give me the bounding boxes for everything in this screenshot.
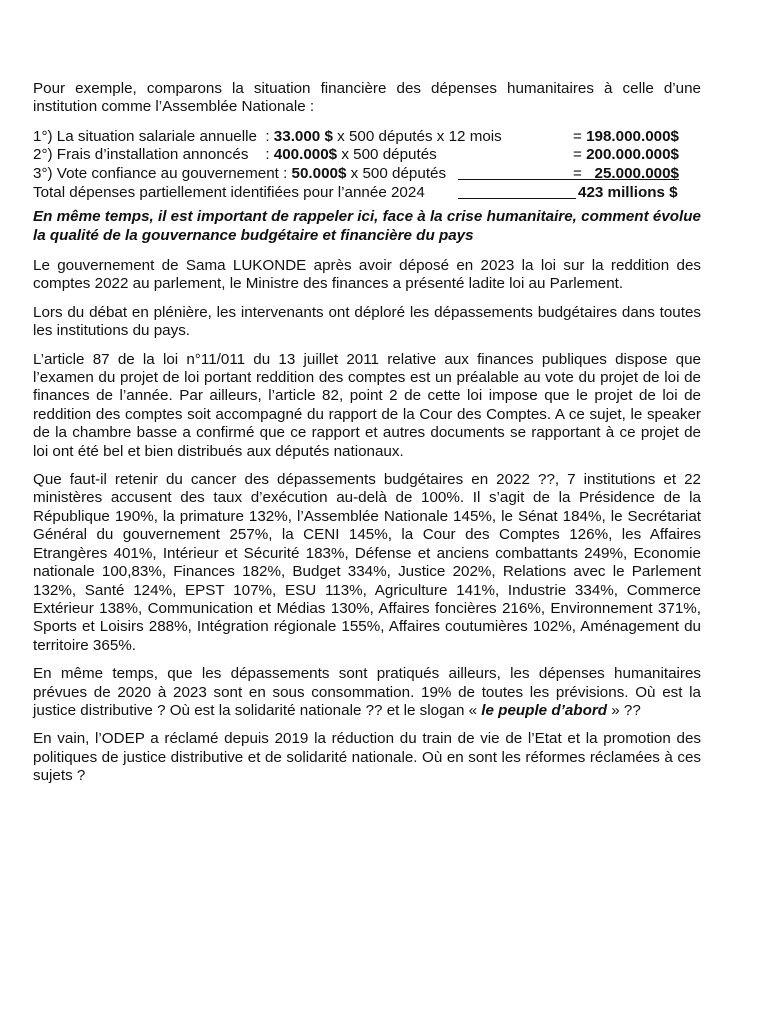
calc-row-confidence-vote (33, 165, 701, 184)
calc-row-label: 2°) Frais d’installation annoncés : (33, 146, 274, 164)
document-page (33, 80, 701, 796)
calc-row-detail: x 500 députés (346, 165, 447, 182)
calc-row-total (33, 184, 701, 203)
calc-row-equals: = (573, 165, 595, 182)
calc-row-installation (33, 146, 701, 165)
calc-total-result: 423 millions $ (578, 183, 678, 201)
slogan: le peuple d’abord (481, 701, 608, 719)
paragraph-overspending: Que faut-il retenir du cancer des dépassements budgétaires en 2022 ??, 7 institutions et 22 ministères accusent des taux d’exécution au-delà de 100%. Il s’agit de la Présidence de la République 190%, la primature 132%, l’Assemblée Nationale 145%, le Sénat 184%, le Secrétariat Général du gouvernement 257%, la CENI 145%, la Cour des Comptes 126%, les Affaires Etrangères 401%, Intérieur et Sécurité 183%, Défense et anciens combattants 249%, Economie nationale 100,83%, Finances 182%, Budget 334%, Justice 202%, Relations avec le Parlement 132%, Santé 124%, EPST 107%, ESU 113%, Agriculture 141%, Industrie 334%, Commerce Extérieur 138%, Communication et Médias 130%, Affaires foncières 216%, Environnement 371%, Sports et Loisirs 288%, Intégration régionale 155%, Affaires coutumières 102%, Aménagement du territoire 365%. (33, 471, 701, 654)
underline-blank (458, 184, 576, 199)
calc-row-label: 3°) Vote confiance au gouvernement : (33, 165, 292, 182)
paragraph-odep: En vain, l’ODEP a réclamé depuis 2019 la réduction du train de vie de l’Etat et la promotion des politiques de justice distributive et de solidarité nationale. Où en sont les réformes réclamées à ces sujets ? (33, 730, 701, 785)
expense-calculation (33, 128, 701, 202)
calc-row-equals: = (573, 127, 587, 145)
paragraph-government: Le gouvernement de Sama LUKONDE après avoir déposé en 2023 la loi sur la reddition des comptes 2022 au parlement, le Ministre des finances a présenté ladite loi au Parlement. (33, 257, 701, 293)
calc-row-label: 1°) La situation salariale annuelle : (33, 127, 274, 145)
calc-row-result: 198.000.000$ (586, 127, 679, 145)
calc-row-salary (33, 128, 701, 147)
intro-paragraph: Pour exemple, comparons la situation financière des dépenses humanitaires à celle d’une institution comme l’Assemblée Nationale : (33, 80, 701, 116)
calc-total-label: Total dépenses partiellement identifiées pour l’année 2024 (33, 183, 425, 201)
calc-row-amount: 50.000$ (291, 165, 347, 182)
emphasis-statement: En même temps, il est important de rappeler ici, face à la crise humanitaire, comment évolue la qualité de la gouvernance budgétaire et financière du pays (33, 208, 701, 244)
underline-blank (458, 165, 573, 180)
calc-row-amount: 400.000$ (273, 146, 338, 164)
calc-row-detail: x 500 députés x 12 mois (332, 127, 502, 145)
calc-row-equals: = (573, 146, 587, 164)
paragraph-humanitarian: En même temps, que les dépassements sont pratiqués ailleurs, les dépenses humanitaires prévues de 2020 à 2023 sont en sous consommation. 19% de toutes les prévisions. Où est la justice distributive ? Où est la solidarité nationale ?? et le slogan « le peuple d’abord » ?? (33, 665, 701, 719)
paragraph-debate: Lors du débat en plénière, les intervenants ont déploré les dépassements budgétaires dans toutes les institutions du pays. (33, 303, 701, 340)
calc-row-result: 25.000.000$ (594, 165, 679, 182)
calc-row-result: 200.000.000$ (586, 146, 679, 164)
calc-row-amount: 33.000 $ (273, 127, 333, 145)
paragraph-law-article: L’article 87 de la loi n°11/011 du 13 juillet 2011 relative aux finances publiques dispose que l’examen du projet de loi portant reddition des comptes est un préalable au vote du projet de loi de finances de l’année. Par ailleurs, l’article 82, point 2 de cette loi impose que le projet de loi de reddition des comptes soit accompagné du rapport de la Cour des Comptes. A ce sujet, le speaker de la chambre basse a confirmé que ce rapport et autres documents se rapportant à ce projet de loi ont été bel et bien distribués aux députés nationaux. (33, 350, 701, 460)
calc-row-detail: x 500 députés (337, 146, 437, 164)
